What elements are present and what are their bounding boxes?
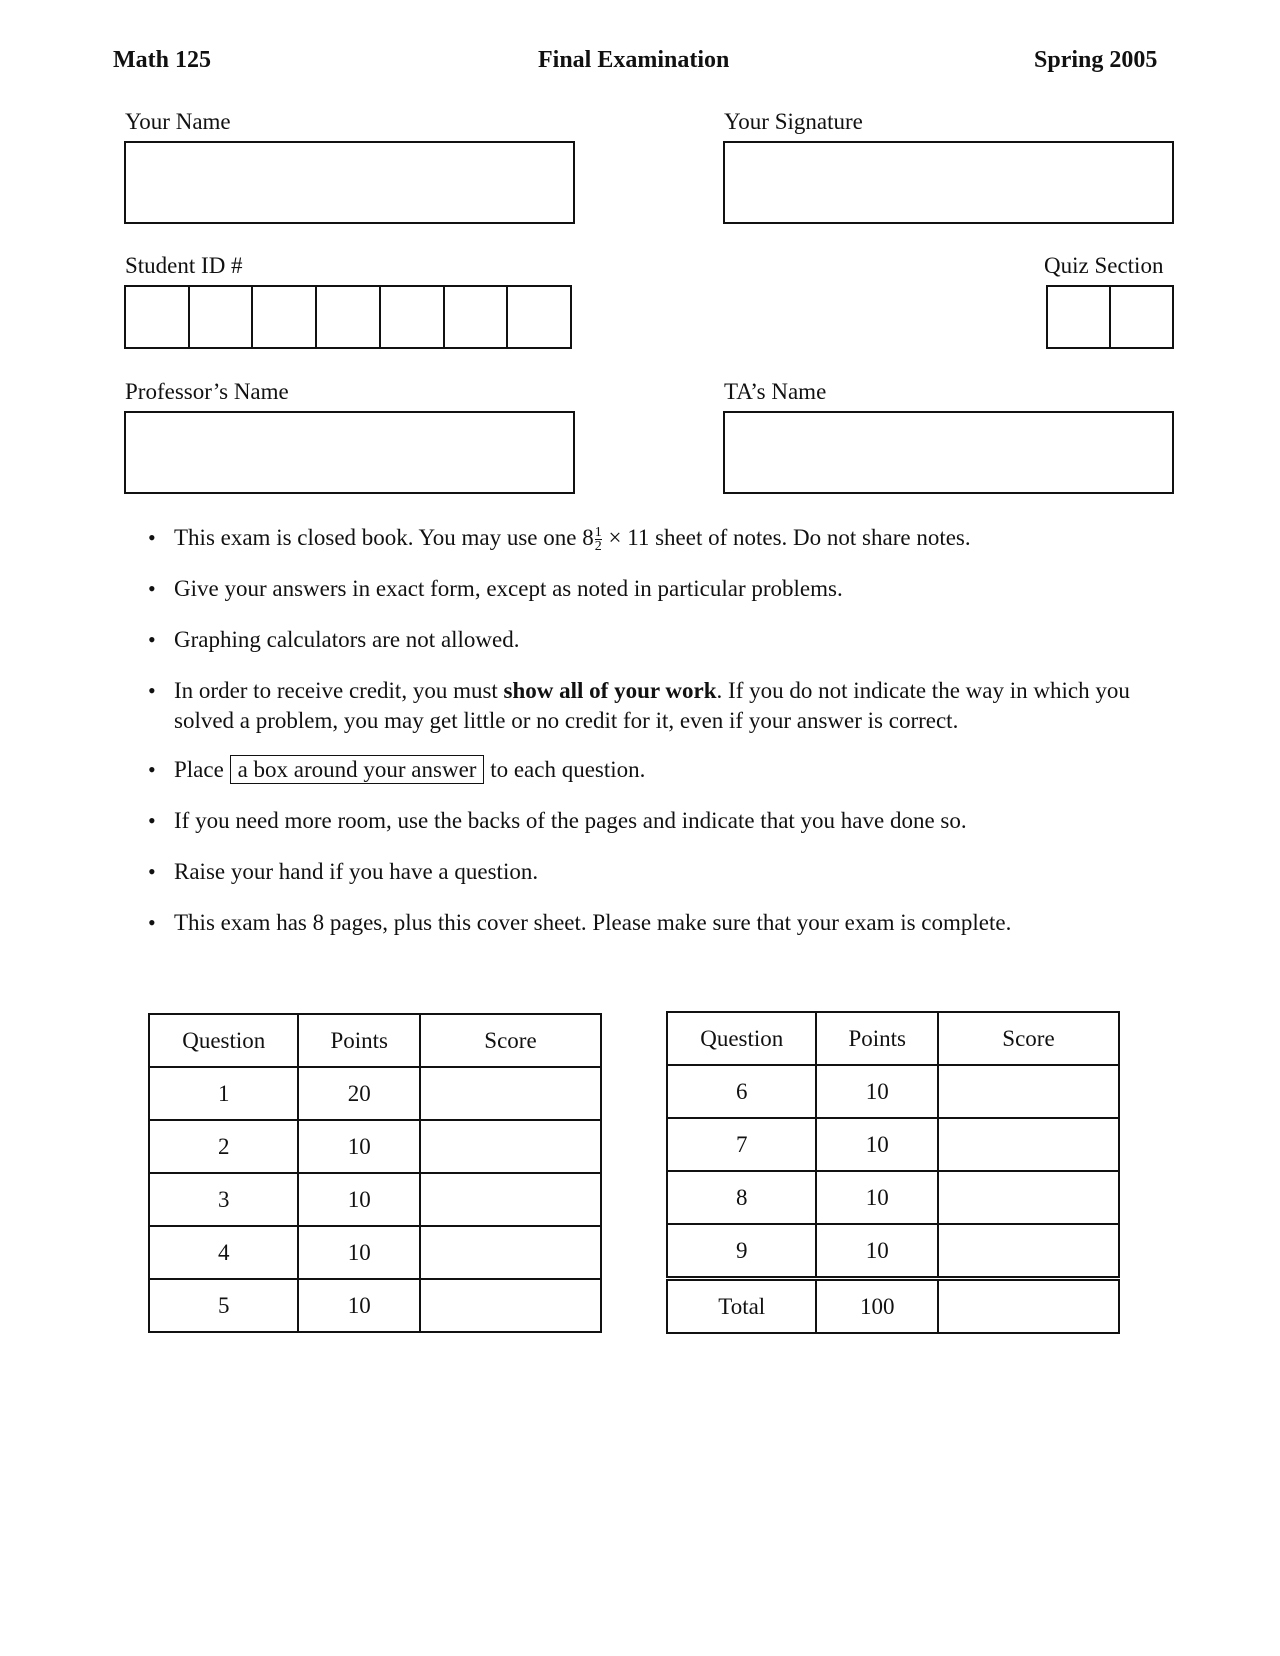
instruction-text: If you need more room, use the backs of the pages and indicate that you have done so. xyxy=(174,808,967,834)
instruction-item xyxy=(148,574,1188,604)
question-points: 10 xyxy=(298,1173,420,1226)
question-number: 2 xyxy=(149,1120,298,1173)
table-row xyxy=(149,1067,601,1120)
table-row xyxy=(149,1120,601,1173)
question-number: 5 xyxy=(149,1279,298,1332)
header-question: Question xyxy=(667,1012,816,1065)
table-header-row xyxy=(149,1014,601,1067)
question-points: 10 xyxy=(816,1118,938,1171)
ta-name-label: TA’s Name xyxy=(724,379,827,404)
total-points: 100 xyxy=(816,1279,938,1334)
your-signature-label: Your Signature xyxy=(724,109,863,134)
table-row xyxy=(149,1279,601,1332)
instruction-item xyxy=(148,908,1188,938)
score-cell[interactable] xyxy=(420,1120,601,1173)
instruction-text: Give your answers in exact form, except as noted in particular problems. xyxy=(174,576,843,602)
header-score: Score xyxy=(938,1012,1119,1065)
fraction-denominator: 2 xyxy=(594,539,602,555)
term-label: Spring 2005 xyxy=(1034,47,1158,73)
instruction-text: Graphing calculators are not allowed. xyxy=(174,627,520,653)
instruction-item xyxy=(148,755,1188,785)
instruction-text: Place xyxy=(174,757,230,783)
score-cell[interactable] xyxy=(420,1279,601,1332)
score-table-right xyxy=(666,1011,1120,1334)
professor-name-label: Professor’s Name xyxy=(125,379,289,404)
course-label: Math 125 xyxy=(113,47,211,73)
student-id-label: Student ID # xyxy=(125,253,243,278)
quiz-section-char-box[interactable] xyxy=(1048,287,1111,347)
instruction-item xyxy=(148,625,1188,655)
question-points: 10 xyxy=(298,1120,420,1173)
table-row xyxy=(667,1171,1119,1224)
instruction-text: . If you do not indicate the way in which you solved a problem, you may get little or no credit for it, even if your answer is correct. xyxy=(174,678,1130,734)
score-cell[interactable] xyxy=(938,1118,1119,1171)
total-label: Total xyxy=(667,1279,816,1334)
header-points: Points xyxy=(816,1012,938,1065)
score-cell[interactable] xyxy=(420,1067,601,1120)
question-number: 6 xyxy=(667,1065,816,1118)
table-header-row xyxy=(667,1012,1119,1065)
table-row xyxy=(149,1226,601,1279)
instruction-text: This exam has 8 pages, plus this cover sheet. Please make sure that your exam is complete. xyxy=(174,910,1012,936)
question-points: 10 xyxy=(298,1279,420,1332)
header-points: Points xyxy=(298,1014,420,1067)
question-number: 9 xyxy=(667,1224,816,1279)
student-id-digit-box[interactable] xyxy=(126,287,190,347)
score-cell[interactable] xyxy=(420,1226,601,1279)
question-number: 1 xyxy=(149,1067,298,1120)
your-name-label: Your Name xyxy=(125,109,231,134)
instruction-text: × 11 sheet of notes. Do not share notes. xyxy=(602,525,971,550)
student-id-digit-box[interactable] xyxy=(317,287,381,347)
instruction-item xyxy=(148,806,1188,836)
student-id-digit-box[interactable] xyxy=(508,287,570,347)
question-points: 10 xyxy=(816,1065,938,1118)
score-cell[interactable] xyxy=(938,1171,1119,1224)
table-row xyxy=(667,1065,1119,1118)
question-points: 10 xyxy=(298,1226,420,1279)
question-points: 10 xyxy=(816,1171,938,1224)
student-id-digit-box[interactable] xyxy=(253,287,317,347)
fraction xyxy=(595,526,602,553)
ta-name-field[interactable] xyxy=(723,411,1174,494)
question-points: 10 xyxy=(816,1224,938,1279)
score-cell[interactable] xyxy=(938,1065,1119,1118)
question-number: 3 xyxy=(149,1173,298,1226)
question-number: 8 xyxy=(667,1171,816,1224)
instruction-text: In order to receive credit, you must xyxy=(174,678,504,704)
question-number: 4 xyxy=(149,1226,298,1279)
quiz-section-field[interactable] xyxy=(1046,285,1174,349)
student-id-digit-box[interactable] xyxy=(445,287,509,347)
header-score: Score xyxy=(420,1014,601,1067)
table-row xyxy=(149,1173,601,1226)
score-cell[interactable] xyxy=(420,1173,601,1226)
boxed-answer-example: a box around your answer xyxy=(230,755,485,784)
header-question: Question xyxy=(149,1014,298,1067)
student-id-field[interactable] xyxy=(124,285,572,349)
instruction-item xyxy=(148,676,1188,736)
exam-title: Final Examination xyxy=(538,47,730,73)
your-signature-field[interactable] xyxy=(723,141,1174,224)
total-row xyxy=(667,1279,1119,1334)
quiz-section-label: Quiz Section xyxy=(1044,253,1164,278)
score-table-left xyxy=(148,1013,602,1333)
your-name-field[interactable] xyxy=(124,141,575,224)
table-row xyxy=(667,1118,1119,1171)
instruction-emphasis: show all of your work xyxy=(503,678,717,704)
instruction-item xyxy=(148,523,1188,553)
professor-name-field[interactable] xyxy=(124,411,575,494)
student-id-digit-box[interactable] xyxy=(381,287,445,347)
question-points: 20 xyxy=(298,1067,420,1120)
score-cell[interactable] xyxy=(938,1224,1119,1279)
instructions-list xyxy=(148,523,1188,959)
question-number: 7 xyxy=(667,1118,816,1171)
instruction-text: Raise your hand if you have a question. xyxy=(174,859,539,885)
student-id-digit-box[interactable] xyxy=(190,287,254,347)
instruction-item xyxy=(148,857,1188,887)
instruction-text: to each question. xyxy=(484,757,646,783)
fraction-numerator: 1 xyxy=(594,525,602,541)
total-score-cell[interactable] xyxy=(938,1279,1119,1334)
instruction-text: This exam is closed book. You may use one 8 xyxy=(174,525,594,550)
table-row xyxy=(667,1224,1119,1279)
quiz-section-char-box[interactable] xyxy=(1111,287,1172,347)
